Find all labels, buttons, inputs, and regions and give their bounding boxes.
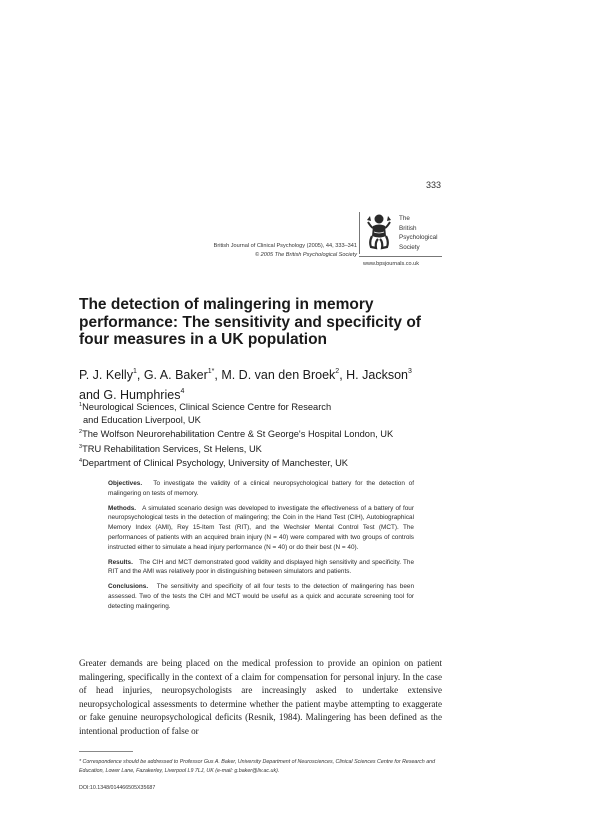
abstract-text: The sensitivity and specificity of all four tests to the detection of malingering has been assessed. Two of the tests the CIH and MCT would be useful as a quick and accurate screening tool for detecting malingering.: [108, 583, 415, 610]
abstract-section: [108, 479, 414, 499]
author-name: M. D. van den Broek: [221, 368, 336, 382]
abstract-text: A simulated scenario design was developed to investigate the effectiveness of a battery of four neuropsychological tests in the detection of malingering; the Coin in the Hand Test (CIH), Autobiographical Memory Index (AMI), Rey 15-Item Test (RIT), and the Wechsler Mental Control Test (MCT). The performances of patients with an acquired brain injury (N = 40) were compared with two groups of controls instructed either to simulate a head injury performance (N = 40) or do their best (N = 40).: [108, 504, 414, 551]
author-affil-marker: 2: [335, 368, 340, 375]
affiliation-item: [79, 441, 499, 456]
correspondence-footnote: * Correspondence should be addressed to Professor Gus A. Baker, University Department of Neurosciences, Clinical Sciences Centre for Research and Education, Lower Lane, Fazakerley, Liverpool L9 7LJ, UK (e-mail: g.baker@liv.ac.uk).: [79, 759, 436, 774]
affil-text: Neurological Sciences, Clinical Science Centre for Research: [82, 402, 332, 412]
author-and: and: [79, 387, 104, 402]
affil-text: Department of Clinical Psychology, University of Manchester, UK: [82, 458, 348, 469]
footnote-divider: [79, 751, 133, 752]
society-line: Psychological: [399, 234, 438, 242]
journal-citation-block: [214, 242, 357, 260]
journal-citation: British Journal of Clinical Psychology (2005), 44, 333–341: [213, 243, 357, 249]
author-affil-marker: 3: [407, 368, 412, 375]
affil-number: 4: [79, 458, 83, 465]
society-line: Society: [399, 243, 420, 251]
abstract-heading: Conclusions.: [108, 583, 149, 591]
abstract-heading: Results.: [108, 558, 133, 566]
author-name: H. Jackson: [346, 368, 408, 382]
affiliation-item: [79, 399, 499, 414]
abstract-heading: Methods.: [108, 504, 137, 512]
page-number: 333: [426, 180, 442, 190]
doi-label: DOI:10.1348/014466505X35687: [79, 785, 156, 791]
abstract-section: [108, 504, 414, 553]
affiliation-list: [79, 399, 499, 470]
affiliation-item: [79, 426, 499, 441]
affil-number: 2: [79, 429, 83, 436]
author-affil-marker: 1*: [207, 368, 215, 375]
affil-text: TRU Rehabilitation Services, St Helens, UK: [82, 443, 262, 454]
society-logo: [359, 212, 396, 254]
affil-number: 3: [79, 443, 83, 450]
author-affil-marker: 4: [180, 387, 185, 395]
author-affil-marker: 1: [132, 368, 137, 375]
author-name: G. A. Baker: [143, 368, 208, 382]
article-title: The detection of malingering in memory performance: The sensitivity and specificity of four measures in a UK population: [79, 296, 421, 348]
abstract: [108, 479, 414, 617]
journal-copyright: © 2005 The British Psychological Society: [254, 252, 357, 258]
affil-text: and Education Liverpool, UK: [83, 414, 201, 425]
header-divider: [359, 256, 442, 257]
society-line: The: [399, 215, 410, 222]
affil-text: The Wolfson Neurorehabilitation Centre & St George's Hospital London, UK: [82, 429, 394, 440]
abstract-heading: Objectives.: [108, 480, 143, 487]
journal-website-link[interactable]: www.bpsjournals.co.uk: [363, 261, 419, 267]
body-paragraph: Greater demands are being placed on the medical profession to provide an opinion on patient malingering, specifically in the context of a claim for compensation for personal injury. In the case of head injuries, neuropsychologists are increasingly asked to undertake extensive neuropsychological assessments to determine whether the patient maybe attempting to exaggerate or fake genuine neuropsychological deficits (Resnik, 1984). Malingering has been defined as the intentional production of false or: [79, 658, 442, 736]
author-separator: ,: [136, 368, 144, 382]
author-list: [79, 364, 479, 403]
author-separator: ,: [339, 368, 347, 382]
author-separator: ,: [214, 368, 222, 382]
abstract-text: To investigate the validity of a clinical neuropsychological battery for the detection of malingering on tests of memory.: [108, 480, 414, 497]
author-name: P. J. Kelly: [79, 368, 133, 382]
affiliation-item: [79, 455, 499, 470]
abstract-section: [108, 582, 414, 611]
author-name: G. Humphries: [103, 387, 181, 402]
affil-number: 1: [79, 402, 83, 408]
psyche-figure-icon: [364, 212, 394, 252]
society-line: British: [399, 224, 417, 232]
abstract-section: [108, 558, 414, 578]
society-name: [399, 214, 438, 252]
abstract-text: The CIH and MCT demonstrated good validity and displayed high sensitivity and specificity. The RIT and the AMI was relatively poor in distinguishing between simulators and patients.: [108, 558, 414, 576]
affiliation-item-continued: [79, 414, 499, 427]
